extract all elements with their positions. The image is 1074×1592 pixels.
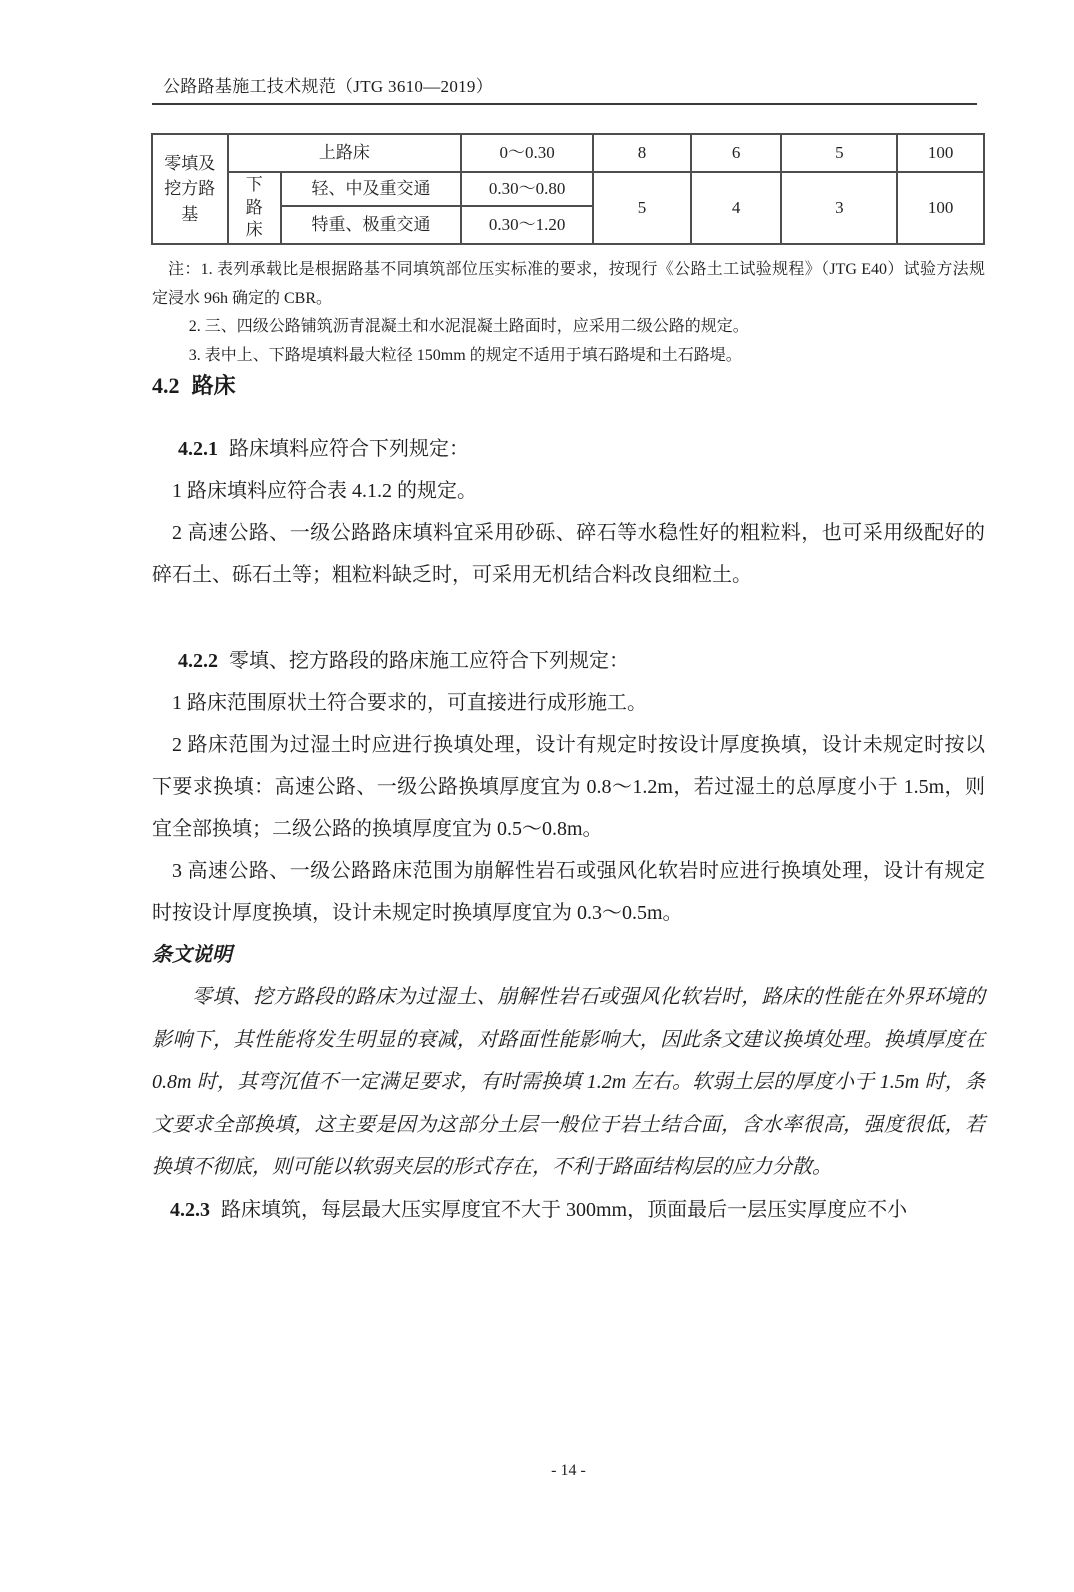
document-title: 公路路基施工技术规范（JTG 3610—2019） <box>163 77 494 96</box>
clause-4-2-2 <box>152 640 985 934</box>
table-cell-value: 8 <box>593 134 691 172</box>
clause-4-2-2-item-3: 3 高速公路、一级公路路床范围为崩解性岩石或强风化软岩时应进行换填处理，设计有规定时按设计厚度换填，设计未规定时换填厚度宜为 0.3〜0.5m。 <box>152 860 985 924</box>
clause-intro-text: 零填、挖方路段的路床施工应符合下列规定： <box>229 650 629 672</box>
section-title-text: 路床 <box>191 373 236 398</box>
note-2: 2. 三、四级公路铺筑沥青混凝土和水泥混凝土路面时，应采用二级公路的规定。 <box>188 318 749 335</box>
note-3: 3. 表中上、下路堤填料最大粒径 150mm 的规定不适用于填石路堤和土石路堤。 <box>188 346 742 364</box>
table-row <box>152 134 984 172</box>
clause-4-2-2-head <box>152 640 985 682</box>
clause-4-2-1 <box>152 428 985 596</box>
note-1: 注：1. 表列承载比是根据路基不同填筑部位压实标准的要求，按现行《公路土工试验规程》（JTG E40）试验方法规定浸水 96h 确定的 CBR。 <box>152 261 985 307</box>
table-cell-upper-roadbed: 上路床 <box>228 134 462 172</box>
clause-4-2-2-item-1: 1 路床范围原状土符合要求的，可直接进行成形施工。 <box>172 692 647 714</box>
table-cell-value: 6 <box>691 134 782 172</box>
table-cell-traffic: 轻、中及重交通 <box>281 172 461 206</box>
clause-intro-text: 路床填料应符合下列规定： <box>229 438 469 460</box>
table-cell-value: 5 <box>593 172 691 244</box>
table-cell-value: 100 <box>897 134 984 172</box>
clause-4-2-2-item-2: 2 路床范围为过湿土时应进行换填处理，设计有规定时按设计厚度换填，设计未规定时按以下要求换填：高速公路、一级公路换填厚度宜为 0.8〜1.2m，若过湿土的总厚度小于 1.5m，则宜全部换填；二级公路的换填厚度宜为 0.5〜0.8m。 <box>152 734 985 840</box>
clause-4-2-3 <box>152 1189 985 1231</box>
cbr-requirements-table <box>151 133 985 245</box>
clause-4-2-1-item-1: 1 路床填料应符合表 4.1.2 的规定。 <box>172 480 477 502</box>
table-cell-lower-roadbed: 下路床 <box>228 172 281 244</box>
running-header <box>152 72 977 105</box>
commentary-heading: 条文说明 <box>152 944 232 966</box>
document-page <box>0 72 1074 1592</box>
table-cell-depth: 0〜0.30 <box>461 134 593 172</box>
clause-4-2-1-head <box>152 428 985 470</box>
table-cell-depth: 0.30〜1.20 <box>461 206 593 244</box>
clause-4-2-1-item-2: 2 高速公路、一级公路路床填料宜采用砂砾、碎石等水稳性好的粗粒料，也可采用级配好的碎石土、砾石土等；粗粒料缺乏时，可采用无机结合料改良细粒土。 <box>152 522 985 586</box>
commentary-paragraph: 零填、挖方路段的路床为过湿土、崩解性岩石或强风化软岩时，路床的性能在外界环境的影响下，其性能将发生明显的衰减，对路面性能影响大，因此条文建议换填处理。换填厚度在 0.8m 时，其弯沉值不一定满足要求，有时需换填 1.2m 左右。软弱土层的厚度小于 1.5m 时，条文要求全部换填，这主要是因为这部分土层一般位于岩土结合面，含水率很高，强度很低，若换填不彻底，则可能以软弱夹层的形式存在，不利于路面结构层的应力分散。 <box>152 986 985 1178</box>
main-content <box>152 370 985 1231</box>
clause-text: 路床填筑，每层最大压实厚度宜不大于 300mm，顶面最后一层压实厚度应不小 <box>221 1198 908 1221</box>
table-cell-category: 零填及挖方路基 <box>152 134 228 244</box>
section-number: 4.2 <box>152 373 180 398</box>
clause-number: 4.2.1 <box>178 438 218 460</box>
clause-number: 4.2.2 <box>178 650 218 672</box>
table-notes <box>152 256 985 370</box>
clause-number: 4.2.3 <box>170 1198 210 1221</box>
section-heading-4-2 <box>152 370 985 402</box>
table-cell-depth: 0.30〜0.80 <box>461 172 593 206</box>
table-cell-value: 3 <box>781 172 897 244</box>
table-row <box>152 172 984 206</box>
table-cell-value: 4 <box>691 172 782 244</box>
table-cell-value: 5 <box>781 134 897 172</box>
table-cell-traffic: 特重、极重交通 <box>281 206 461 244</box>
page-number: - 14 - <box>551 1462 586 1479</box>
table-cell-value: 100 <box>897 172 984 244</box>
